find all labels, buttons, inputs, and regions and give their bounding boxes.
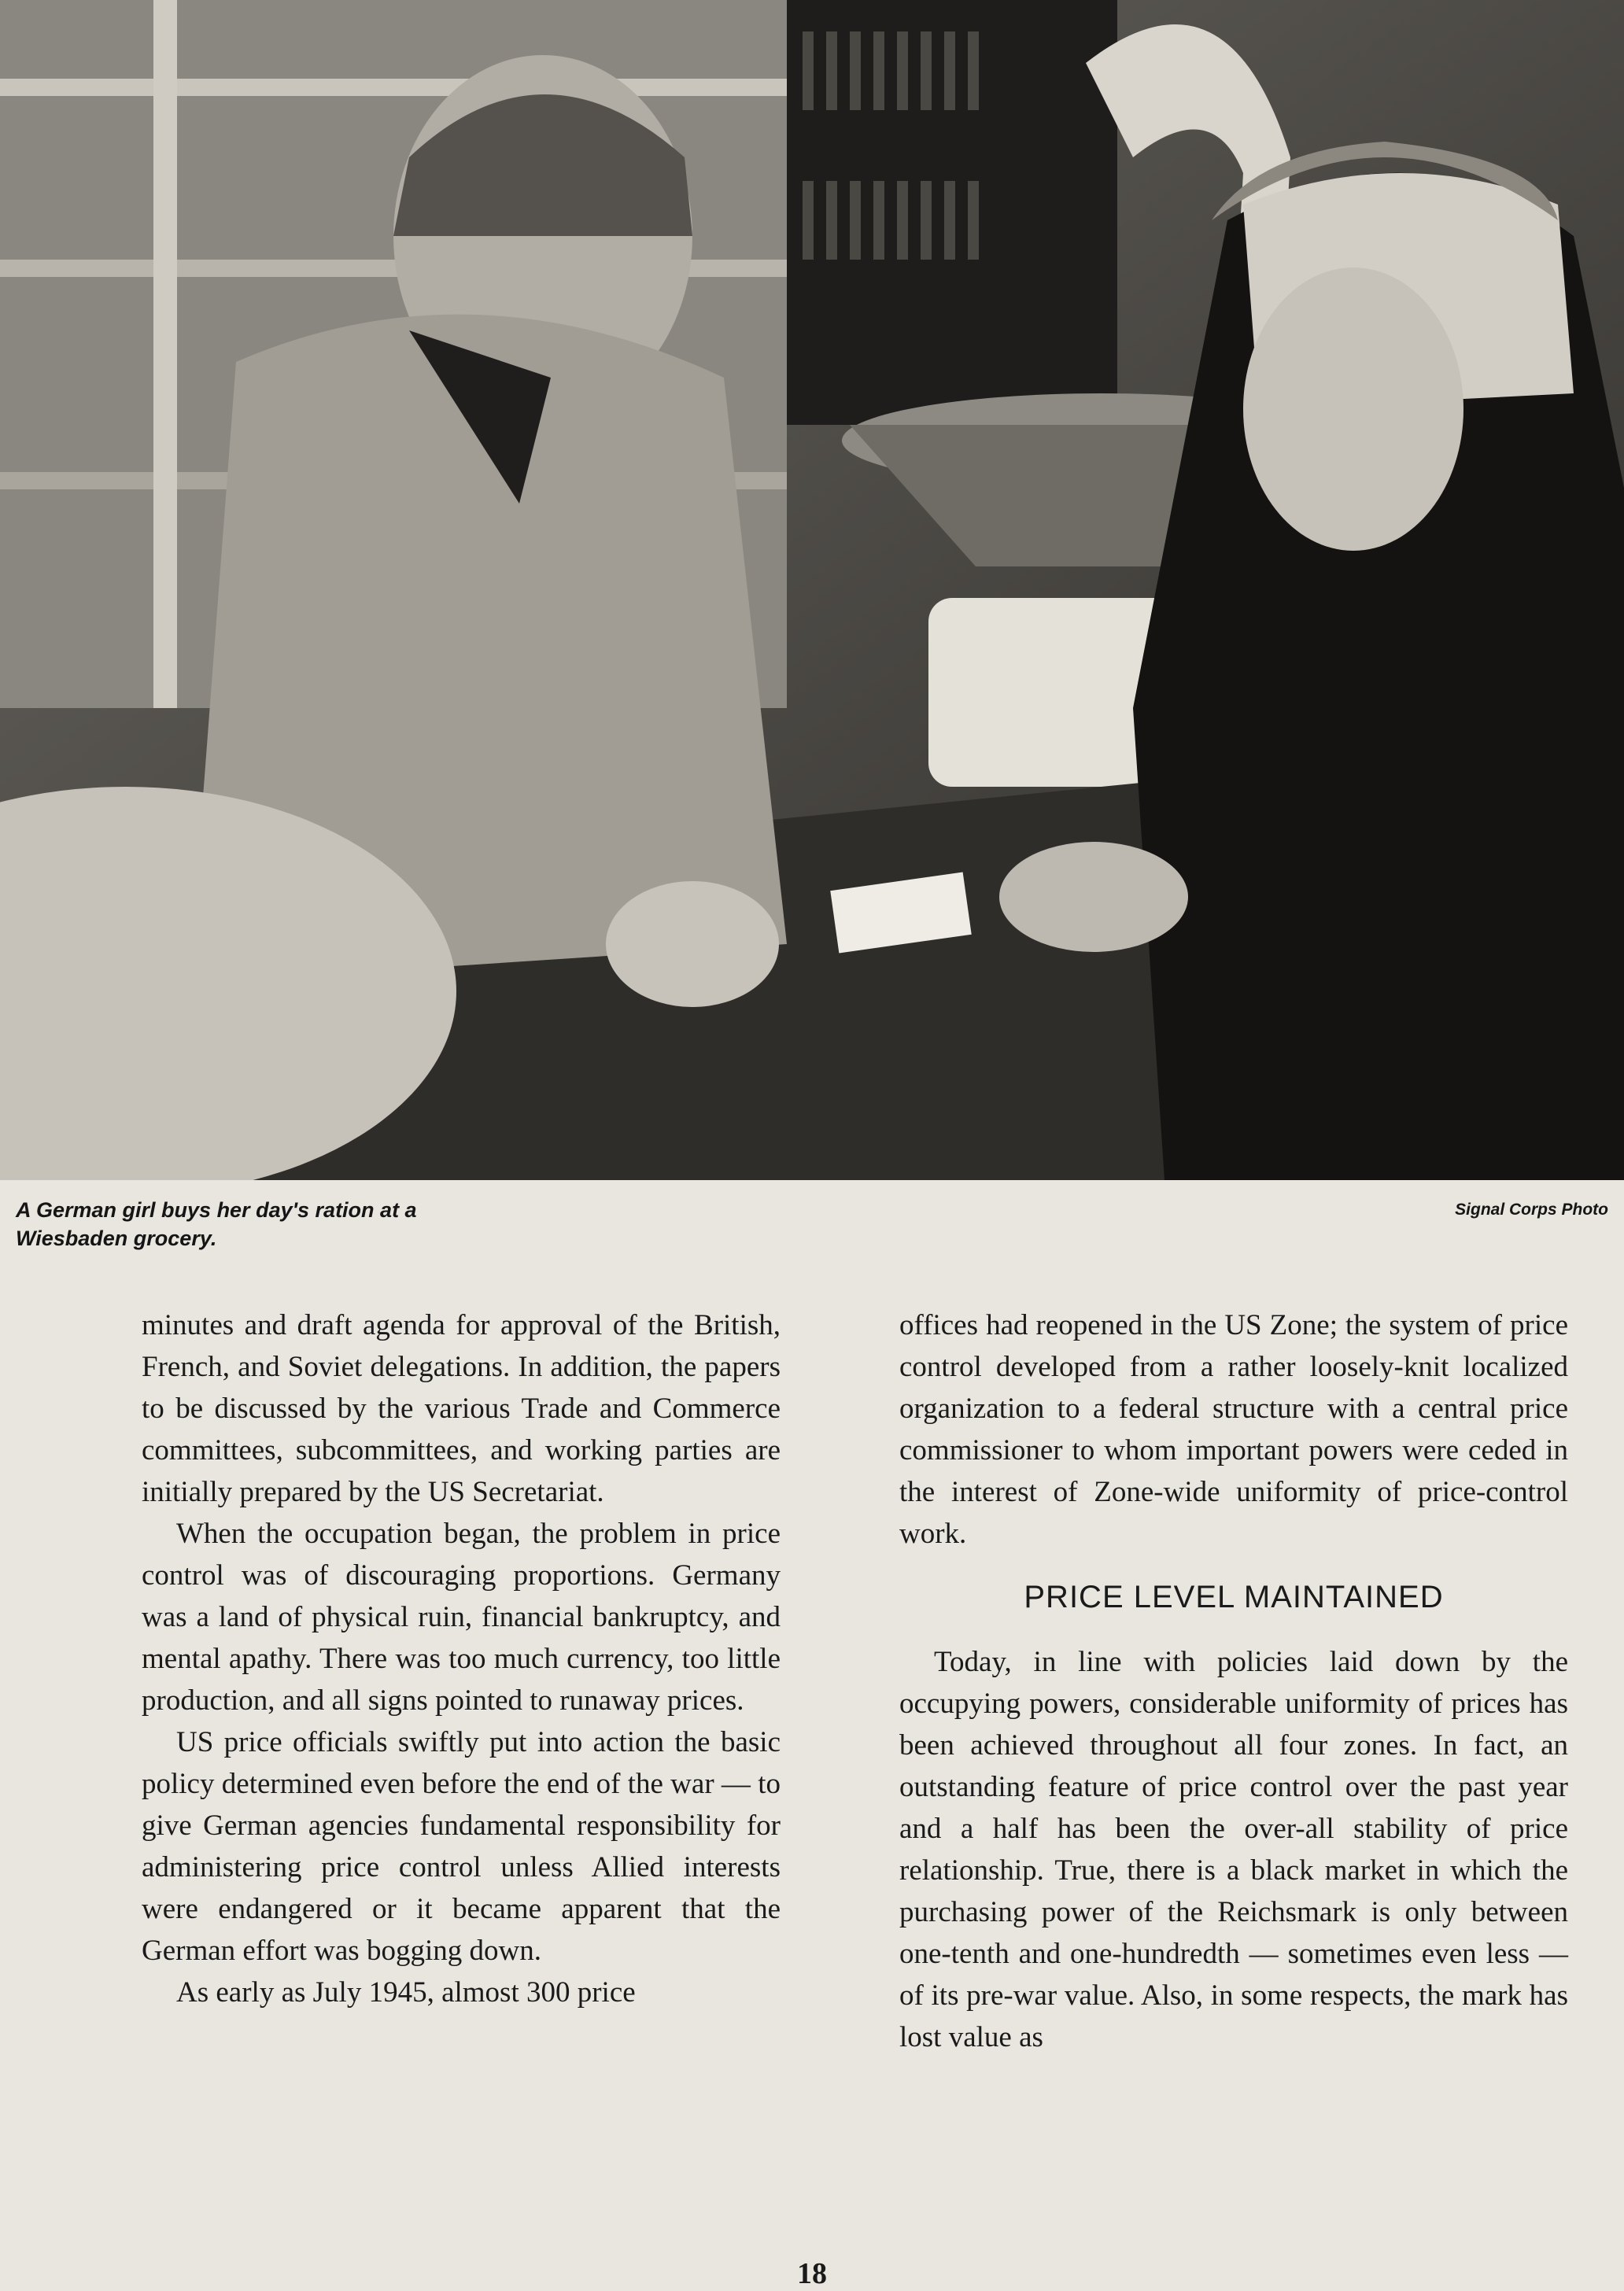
paragraph: offices had reopened in the US Zone; the system of price control developed from a rather loosely-knit localized organization to a federal structure with a central price commissioner to whom important powers were ceded in the interest of Zone-wide uniformity of price-control work.: [899, 1309, 1568, 1550]
paragraph: US price officials swiftly put into action the basic policy determined even before the end of the war — to give German agencies fundamental responsibility for administering price control unless Allied interests were endangered or it became apparent that the German effort was bogging down.: [142, 1726, 781, 1967]
right-column: [899, 1304, 1568, 2058]
photo-credit: Signal Corps Photo: [1455, 1201, 1608, 1219]
paragraph: Today, in line with policies laid down by the occupying powers, considerable uniformity of prices has been achieved throughout all four zones. In fact, an outstanding feature of price control over the past year and a half has been the over-all stability of price relationship. True, there is a black market in which the purchasing power of the Reichsmark is only between one-tenth and one-hundredth — sometimes even less — of its pre-war value. Also, in some respects, the mark has lost value as: [899, 1646, 1568, 2053]
paragraph: When the occupation began, the problem in price control was of discouraging proportions. Germany was a land of physical ruin, financial bankruptcy, and mental apathy. There was too much currency, too little production, and all signs pointed to runaway prices.: [142, 1518, 781, 1717]
left-column: [142, 1304, 781, 2013]
photo-caption: A German girl buys her day's ration at a Wiesbaden grocery.: [16, 1198, 417, 1250]
paragraph: minutes and draft agenda for approval of the British, French, and Soviet delegations. In addition, the papers to be discussed by the various Trade and Commerce committees, subcommittees, and working parties are initially prepared by the US Secretariat.: [142, 1309, 781, 1508]
paragraph: As early as July 1945, almost 300 price: [176, 1976, 636, 2009]
page-number: 18: [797, 2257, 827, 2290]
section-heading: PRICE LEVEL MAINTAINED: [1024, 1580, 1444, 1614]
